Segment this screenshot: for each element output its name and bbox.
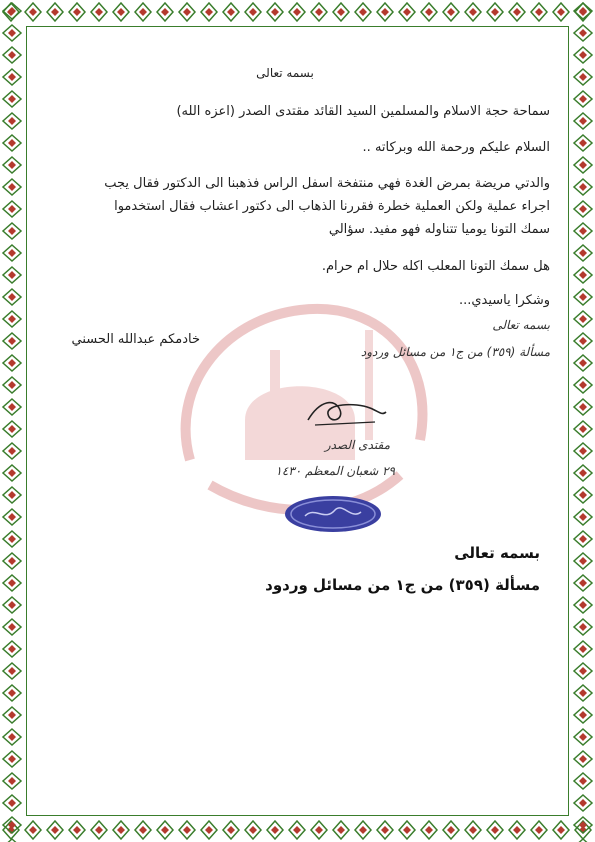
decorative-border-top xyxy=(0,0,595,24)
reply-reference: مسألة (٣٥٩) من ج١ من مسائل وردود xyxy=(360,345,550,359)
reply-basmala: بسمه تعالى xyxy=(492,318,550,332)
stamp-seal-icon xyxy=(283,494,383,534)
letter-addressee: سماحة حجة الاسلام والمسلمين السيد القائد مقتدى الصدر (اعزه الله) xyxy=(176,104,550,119)
reply-signature-name: مقتدى الصدر xyxy=(324,438,390,452)
letter-greeting: السلام عليكم ورحمة الله وبركاته .. xyxy=(362,140,550,155)
decorative-border-left xyxy=(0,0,24,842)
decorative-border-right xyxy=(571,0,595,842)
letter-question-line-1: والدتي مريضة بمرض الغدة فهي منتفخة اسفل الراس فذهبنا الى الدكتور فقال يجب xyxy=(104,176,550,191)
letter-basmala: بسمه تعالى xyxy=(256,66,314,80)
decorative-border-bottom xyxy=(0,818,595,842)
letter-thanks: وشكرا ياسيدي... xyxy=(458,293,550,308)
letter-question-line-4: هل سمك التونا المعلب اكله حلال ام حرام. xyxy=(321,259,550,274)
reply-signature-date: ٢٩ شعبان المعظم ١٤٣٠ xyxy=(275,464,395,478)
handwritten-signature-icon xyxy=(300,392,390,432)
letter-question-line-2: اجراء عملية ولكن العملية خطرة فقررنا الذهاب الى دكتور اعشاب فقال استخدموا xyxy=(114,199,550,214)
letter-question-line-3: سمك التونا يوميا تتناوله فهو مفيد. سؤالي xyxy=(328,222,550,237)
printed-basmala: بسمه تعالى xyxy=(454,544,540,562)
printed-question-reference: مسألة (٣٥٩) من ج١ من مسائل وردود xyxy=(265,576,540,594)
letter-sender: خادمكم عبدالله الحسني xyxy=(71,332,200,347)
